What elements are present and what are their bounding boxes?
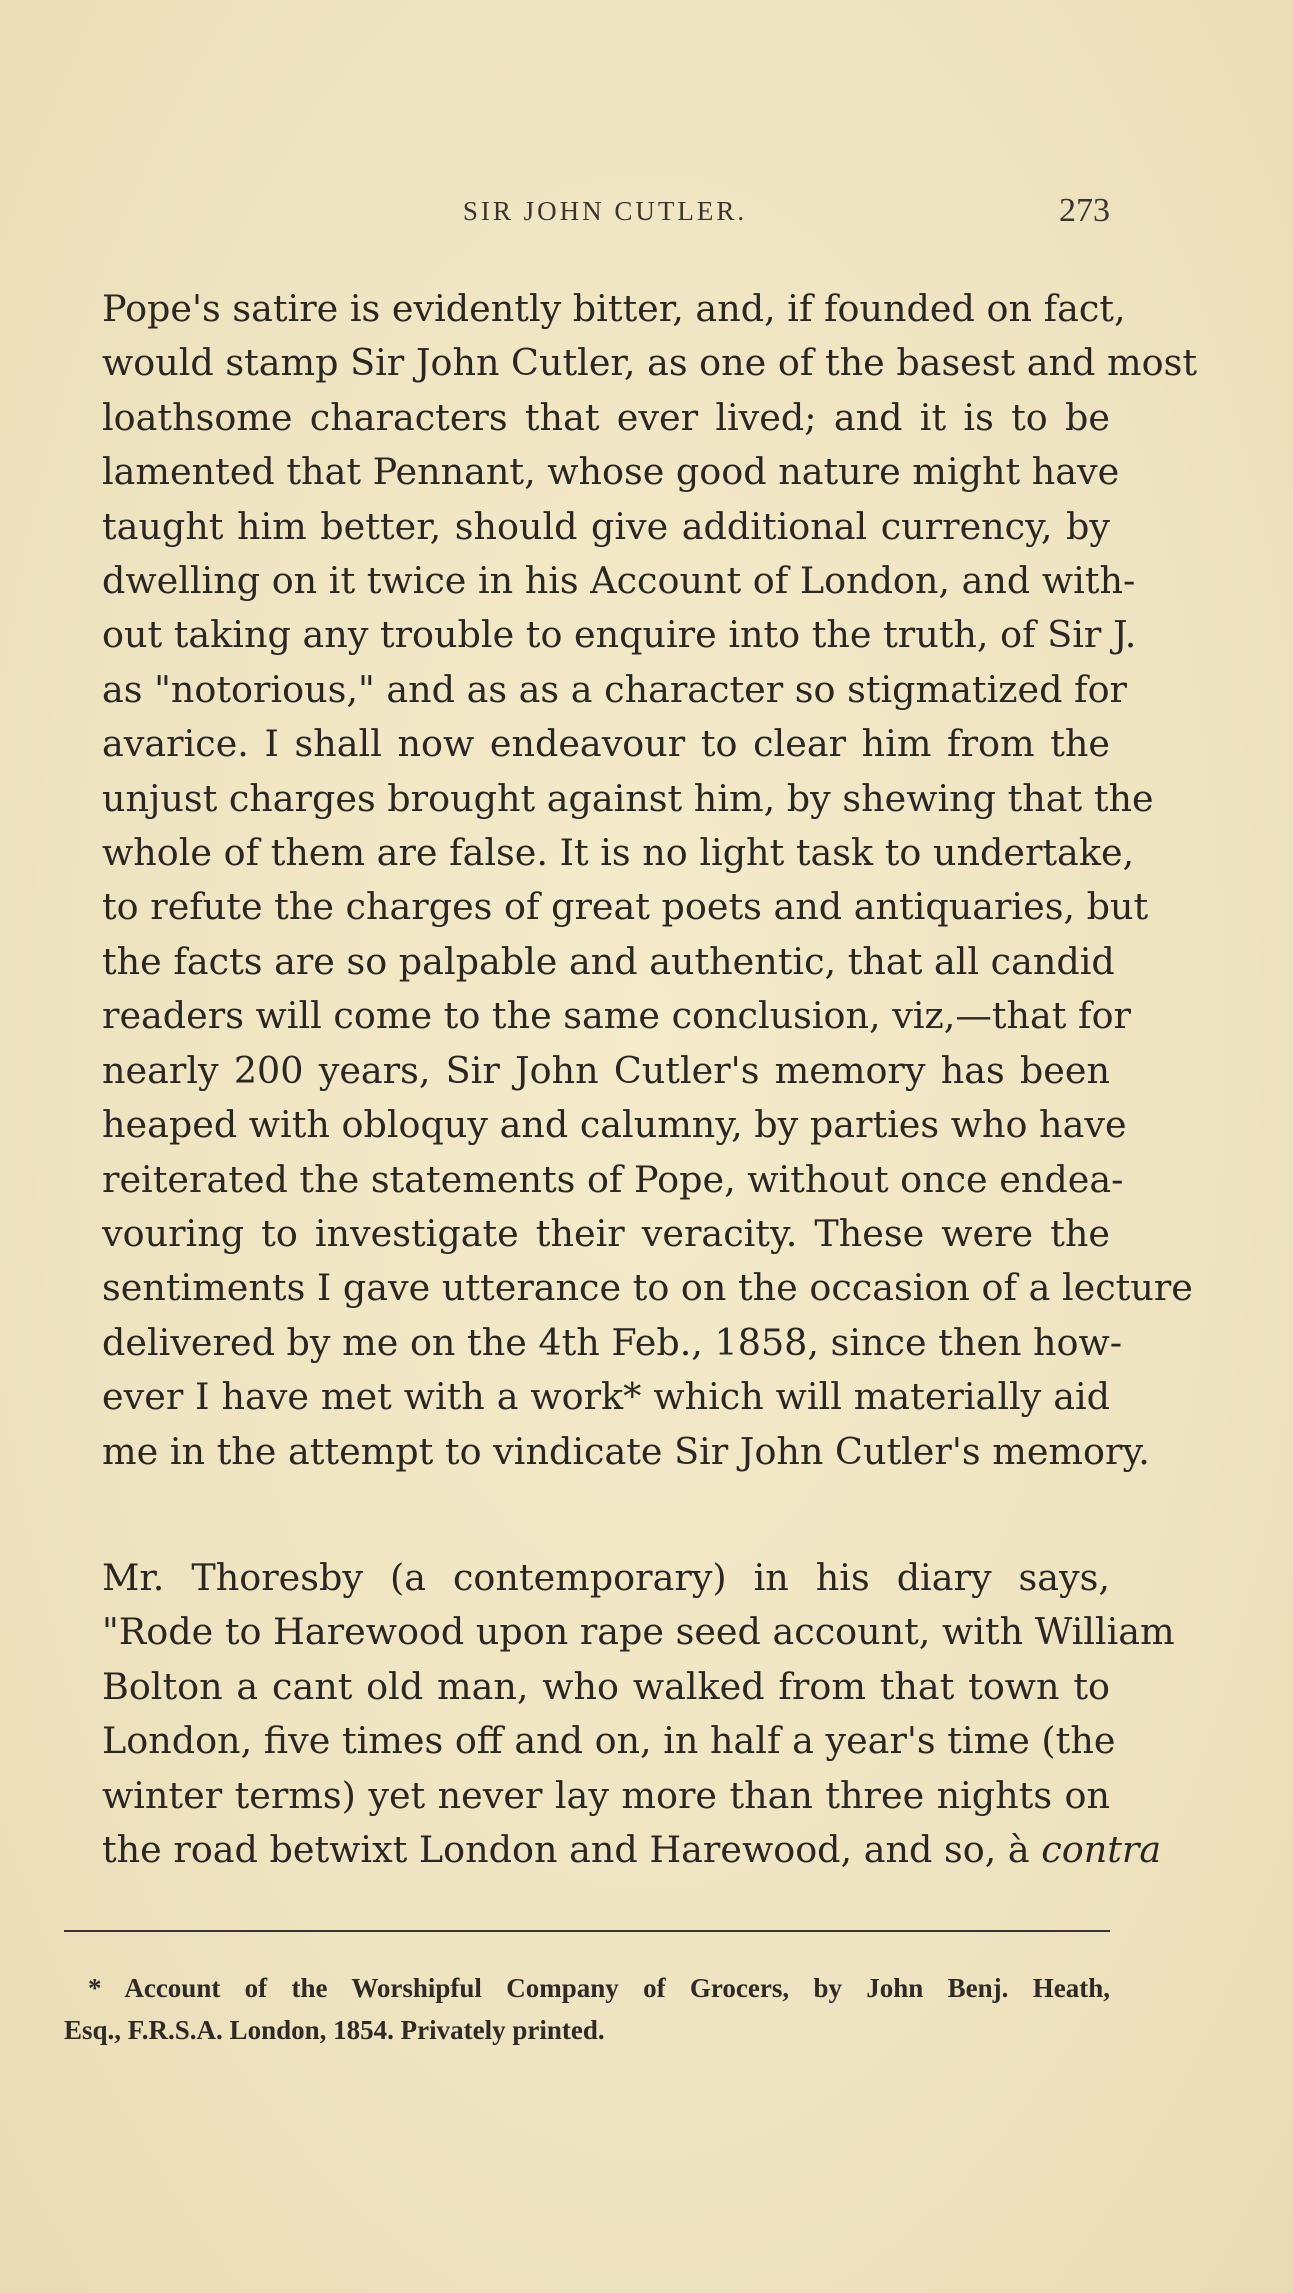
text-line: whole of them are false. It is no light task to undertake, [102,831,1135,875]
text-line: reiterated the statements of Pope, without once endea- [102,1157,1124,1201]
text-line: vouring to investigate their veracity. These were the [102,1211,1110,1255]
text-line-content: the road betwixt London and Harewood, and so, [102,1828,997,1872]
text-line: Mr. Thoresby (a contemporary) in his diary says, [102,1556,1110,1599]
text-line: lamented that Pennant, whose good nature might have [102,450,1120,494]
footnote-line: * Account of the Worshipful Company of Grocers, by John Benj. Heath, [88,1973,1110,2003]
text-line: unjust charges brought against him, by shewing that the [102,776,1154,820]
text-line: ever I have met with a work* which will materially aid [102,1375,1110,1419]
text-line: dwelling on it twice in his Account of London, and with- [102,559,1136,603]
text-line: "Rode to Harewood upon rape seed account, with William [102,1610,1175,1654]
text-line: out taking any trouble to enquire into the truth, of Sir J. [102,613,1137,657]
text-line: readers will come to the same conclusion, viz,—that for [102,994,1131,1038]
text-line: Bolton a cant old man, who walked from that town to [102,1664,1110,1708]
footnote [64,1967,1110,2051]
running-head [100,192,1110,236]
text-line: to refute the charges of great poets and antiquaries, but [102,885,1149,929]
text-line: as "notorious," and as as a character so stigmatized for [102,667,1127,711]
text-line: avarice. I shall now endeavour to clear him from the [102,722,1110,766]
text-line: Pope's satire is evidently bitter, and, if founded on fact, [102,287,1126,330]
text-line [64,1823,1162,1877]
text-line: nearly 200 years, Sir John Cutler's memory has been [102,1048,1110,1092]
text-line: sentiments I gave utterance to on the occasion of a lecture [102,1266,1193,1310]
a-la-symbol: à [1007,1828,1030,1872]
text-line: would stamp Sir John Cutler, as one of the basest and most [102,341,1197,385]
text-line: winter terms) yet never lay more than three nights on [102,1773,1110,1817]
footnote-line: Esq., F.R.S.A. London, 1854. Privately printed. [64,2015,605,2045]
footnote-divider [64,1930,1110,1932]
text-line: the facts are so palpable and authentic, that all candid [102,939,1115,983]
text-line: taught him better, should give additional currency, by [102,504,1110,548]
paragraph-1 [64,282,1197,1479]
text-line: loathsome characters that ever lived; and it is to be [102,395,1110,439]
page-number: 273 [1059,192,1110,229]
text-line: London, five times off and on, in half a year's time (the [102,1719,1116,1763]
text-line: heaped with obloquy and calumny, by parties who have [102,1103,1127,1147]
text-line: me in the attempt to vindicate Sir John Cutler's memory. [102,1429,1150,1473]
text-line: delivered by me on the 4th Feb., 1858, since then how- [102,1320,1123,1364]
running-title: SIR JOHN CUTLER. [462,196,748,226]
paragraph-2 [64,1551,1175,1877]
contra-word: contra [1041,1828,1162,1872]
